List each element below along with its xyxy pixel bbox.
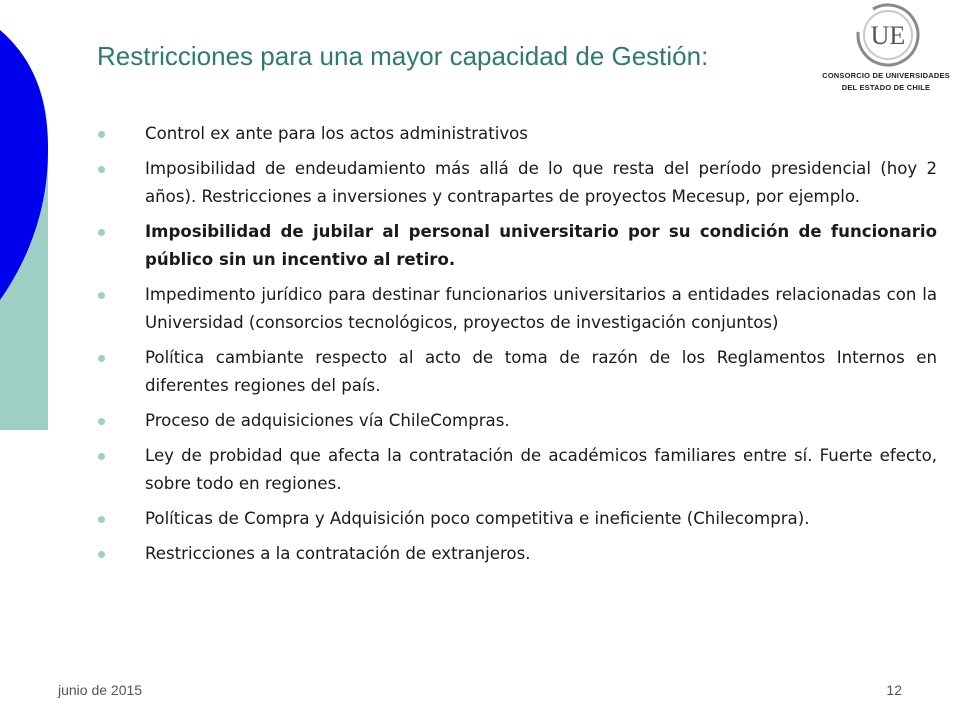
bullet-dot-icon	[98, 355, 105, 362]
bullet-dot-icon	[98, 131, 105, 138]
bullet-dot-icon	[98, 166, 105, 173]
bullet-text: Proceso de adquisiciones vía ChileCompras.	[145, 411, 510, 430]
logo-caption	[812, 70, 960, 94]
bullet-text: Restricciones a la contratación de extranjeros.	[145, 544, 531, 563]
bullet-text: Impedimento jurídico para destinar funcionarios universitarios a entidades relacionadas con la Universidad (consorcios tecnológicos, proyectos de investigación conjuntos)	[145, 285, 937, 332]
logo-line-1: CONSORCIO DE UNIVERSIDADES	[822, 71, 950, 80]
bullet-item	[95, 281, 937, 337]
bullet-item	[95, 407, 937, 435]
bullet-dot-icon	[98, 292, 105, 299]
bullet-item	[95, 344, 937, 400]
bullet-item	[95, 540, 937, 568]
logo-letters: UE	[870, 21, 906, 50]
bullet-item	[95, 505, 937, 533]
decorative-arc-shape	[0, 0, 60, 430]
bullet-list	[95, 120, 937, 575]
bullet-text: Imposibilidad de endeudamiento más allá de lo que resta del período presidencial (hoy 2 años). Restricciones a inversiones y contrapartes de proyectos Mecesup, por ejemplo.	[145, 159, 937, 206]
bullet-item	[95, 218, 937, 274]
bullet-item	[95, 155, 937, 211]
bullet-dot-icon	[98, 229, 105, 236]
bullet-dot-icon	[98, 516, 105, 523]
bullet-dot-icon	[98, 418, 105, 425]
slide-title: Restricciones para una mayor capacidad de Gestión:	[97, 41, 709, 71]
bullet-text: Imposibilidad de jubilar al personal universitario por su condición de funcionario público sin un incentivo al retiro.	[145, 222, 937, 269]
logo-line-2: DEL ESTADO DE CHILE	[841, 83, 931, 92]
bullet-item	[95, 120, 937, 148]
page-number: 12	[886, 682, 902, 698]
footer-date: junio de 2015	[58, 682, 143, 698]
bullet-text: Control ex ante para los actos administrativos	[145, 124, 528, 143]
bullet-text: Política cambiante respecto al acto de toma de razón de los Reglamentos Internos en diferentes regiones del país.	[145, 348, 937, 395]
bullet-dot-icon	[98, 551, 105, 558]
bullet-item	[95, 442, 937, 498]
bullet-dot-icon	[98, 453, 105, 460]
bullet-text: Ley de probidad que afecta la contratación de académicos familiares entre sí. Fuerte efecto, sobre todo en regiones.	[145, 446, 937, 493]
bullet-text: Políticas de Compra y Adquisición poco competitiva e ineficiente (Chilecompra).	[145, 509, 810, 528]
